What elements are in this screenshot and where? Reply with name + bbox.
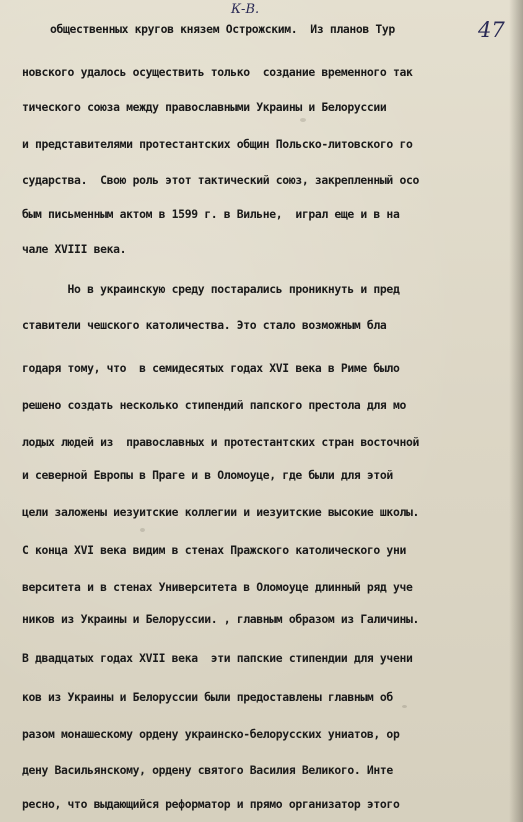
text-line: С конца XVI века видим в стенах Пражского католического уни [22,543,406,557]
text-line: решено создать несколько стипендий папского престола для мо [22,398,406,412]
text-line: ников из Украины и Белоруссии. , главным образом из Галичины. [22,612,419,626]
text-line: тического союза между православными Украины и Белоруссии [22,100,387,114]
text-line: годаря тому, что в семидесятых годах XVI века в Риме было [22,361,400,375]
ink-blot [402,705,407,708]
text-line: и представителями протестантских общин Польско-литовского го [22,137,413,151]
text-line: цели заложены иезуитские коллегии и иезуитские высокие школы. [22,505,419,519]
text-line: и северной Европы в Праге и в Оломоуце, где были для этой [22,468,393,482]
text-line: бым письменным актом в 1599 г. в Вильне, играл еще и в на [22,207,400,221]
text-line: Но в украинскую среду постарались проникнуть и пред [22,282,400,296]
ink-blot [300,118,306,122]
text-line: дену Васильянскому, ордену святого Василия Великого. Инте [22,763,393,777]
text-line: чале XVIII века. [22,242,127,256]
text-line: В двадцатых годах XVII века эти папские стипендии для учени [22,651,413,665]
text-line: ресно, что выдающийся реформатор и прямо организатор этого [22,797,400,811]
text-line: ков из Украины и Белоруссии были предоставлены главным об [22,690,393,704]
page-edge-shadow [509,0,523,822]
text-line: разом монашескому ордену украинско-белорусских униатов, ор [22,727,400,741]
text-line: верситета и в стенах Университета в Оломоуце длинный ряд уче [22,580,413,594]
page-number: 47 [478,18,505,42]
ink-blot [140,528,145,532]
handwritten-mark: К-В. [231,2,260,17]
text-line: общественных кругов князем Острожским. Из планов Тур [50,22,395,36]
text-line: лодых людей из православных и протестантских стран восточной [22,435,419,449]
text-line: новского удалось осуществить только создание временного так [22,65,413,79]
text-line: ставители чешского католичества. Это стало возможным бла [22,318,387,332]
text-line: сударства. Свою роль этот тактический союз, закрепленный осо [22,173,419,187]
